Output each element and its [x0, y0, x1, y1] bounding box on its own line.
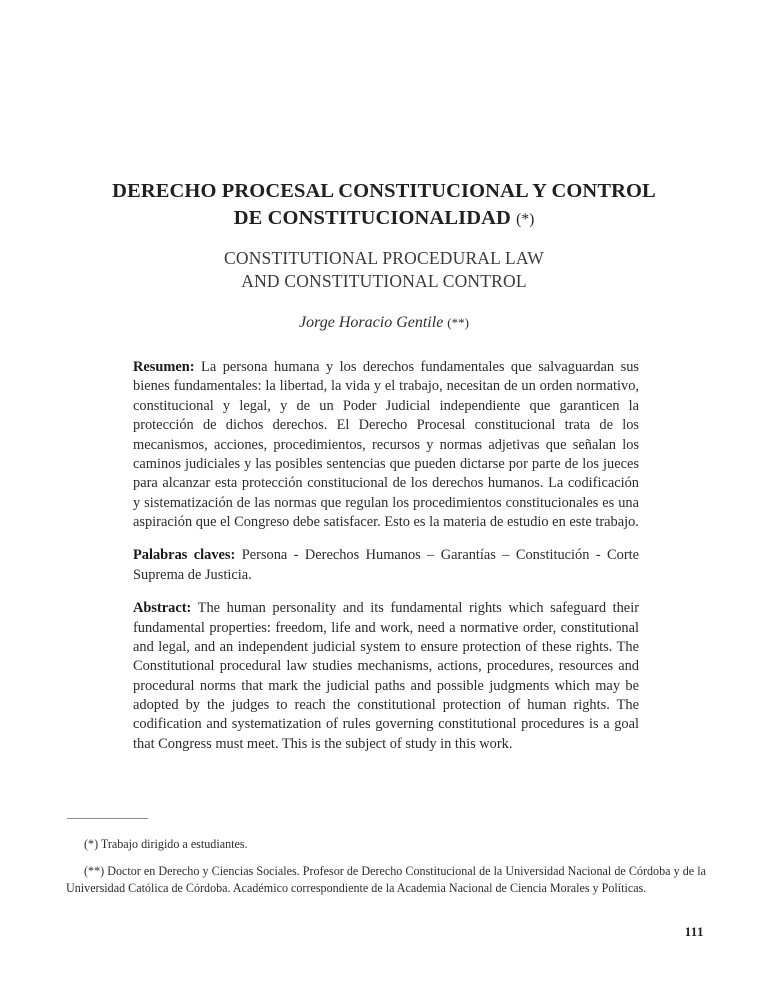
page-subtitle: [64, 247, 704, 293]
title-line-1: DERECHO PROCESAL CONSTITUCIONAL Y CONTROL: [112, 180, 656, 202]
abstract-area: [133, 358, 639, 754]
title-footnote-marker: (*): [516, 211, 535, 229]
keywords-paragraph: [133, 546, 639, 585]
title-line-2: DE CONSTITUCIONALIDAD: [233, 207, 511, 230]
resumen-text: La persona humana y los derechos fundamentales que salvaguardan sus bienes fundamentales: la libertad, la vida y el trabajo, necesitan de un orden normativo, constitucional y legal, y de un Poder Judicial independiente que garanticen la protección de dichos derechos. El Derecho Procesal constitucional trata de los mecanismos, acciones, procedimientos, recursos y normas adjetivas que señalan los caminos judiciales y las posibles sentencias que pueden dictarse por parte de los jueces para alcanzar esta protección constitucional de los derechos humanos. La codificación y sistematización de las normas que regulan los procedimientos constitucionales es una aspiración que el Congreso debe satisfacer. Esto es la materia de estudio en este trabajo.: [133, 359, 639, 530]
abstract-label: Abstract:: [133, 600, 192, 617]
author-name: Jorge Horacio Gentile: [299, 314, 444, 331]
author-footnote-marker: (**): [447, 315, 469, 330]
author-byline: [64, 314, 704, 332]
page-number: 111: [684, 925, 704, 939]
title-block: [64, 178, 704, 293]
resumen-label: Resumen:: [133, 359, 195, 375]
footnote-item: (*) Trabajo dirigido a estudiantes.: [84, 837, 248, 851]
keywords-text: Persona - Derechos Humanos – Garantías – Constitución - Corte Suprema de Justicia.: [133, 547, 639, 583]
keywords-label: Palabras claves:: [133, 547, 236, 564]
footnote-item: (**) Doctor en Derecho y Ciencias Sociales. Profesor de Derecho Constitucional de la Universidad Nacional de Córdoba y de la Universidad Católica de Córdoba. Académico correspondiente de la Academia Nacional de Ciencia Morales y Políticas.: [66, 864, 706, 895]
resumen-paragraph: [133, 358, 639, 532]
abstract-paragraph: [133, 599, 639, 754]
footnote-separator-rule: [67, 818, 148, 819]
abstract-text: The human personality and its fundamental rights which safeguard their fundamental properties: freedom, life and work, need a normative order, constitutional and legal, and an independent judicial system to ensure protection of these rights. The Constitutional procedural law studies mechanisms, actions, procedures, resources and procedural norms that mark the judicial paths and possible judgments which may be adopted by the judges to reach the constitutional protection of human rights. The codification and systematization of rules governing constitutional procedures is a goal that Congress must meet. This is the subject of study in this work.: [133, 600, 639, 752]
page-title: [64, 178, 704, 233]
subtitle-line-2: AND CONSTITUTIONAL CONTROL: [241, 270, 527, 291]
subtitle-line-1: CONSTITUTIONAL PROCEDURAL LAW: [223, 247, 545, 268]
footnote-area: [66, 836, 706, 896]
